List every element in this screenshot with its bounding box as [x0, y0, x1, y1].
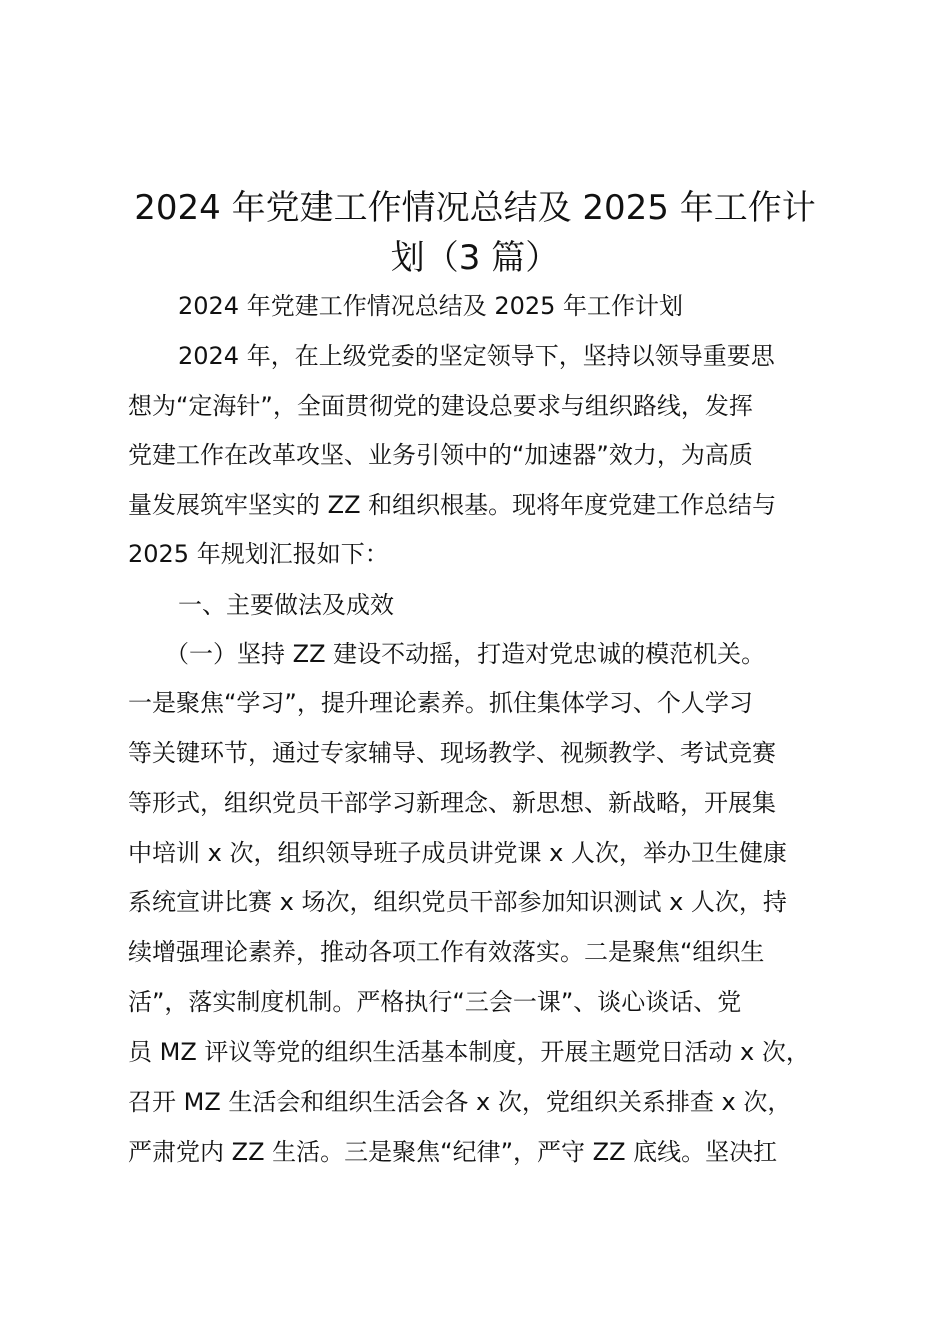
- body-line: 系统宣讲比赛 x 场次，组织党员干部参加知识测试 x 人次，持: [128, 888, 787, 916]
- body-line: 续增强理论素养，推动各项工作有效落实。二是聚焦“组织生: [128, 938, 765, 966]
- body-line: 召开 MZ 生活会和组织生活会各 x 次，党组织关系排查 x 次，: [128, 1088, 792, 1116]
- subsection-heading: （一）坚持 ZZ 建设不动摇，打造对党忠诚的模范机关。: [165, 640, 766, 668]
- document-title-line-1: 2024 年党建工作情况总结及 2025 年工作计: [134, 188, 816, 228]
- body-line: 员 MZ 评议等党的组织生活基本制度，开展主题党日活动 x 次，: [128, 1038, 810, 1066]
- body-line: 量发展筑牢坚实的 ZZ 和组织根基。现将年度党建工作总结与: [128, 491, 777, 519]
- body-line: 中培训 x 次，组织领导班子成员讲党课 x 人次，举办卫生健康: [128, 839, 787, 867]
- body-line: 等关键环节，通过专家辅导、现场教学、视频教学、考试竞赛: [128, 739, 776, 767]
- body-line: 2025 年规划汇报如下：: [128, 540, 389, 568]
- document-subtitle: 2024 年党建工作情况总结及 2025 年工作计划: [178, 292, 684, 320]
- body-line: 严肃党内 ZZ 生活。三是聚焦“纪律”，严守 ZZ 底线。坚决扛: [128, 1138, 778, 1166]
- body-line: 活”，落实制度机制。严格执行“三会一课”、谈心谈话、党: [128, 988, 742, 1016]
- body-line: 一是聚焦“学习”，提升理论素养。抓住集体学习、个人学习: [128, 689, 753, 717]
- body-line: 等形式，组织党员干部学习新理念、新思想、新战略，开展集: [128, 789, 776, 817]
- body-line: 2024 年，在上级党委的坚定领导下，坚持以领导重要思: [178, 342, 775, 370]
- body-line: 党建工作在改革攻坚、业务引领中的“加速器”效力，为高质: [128, 441, 753, 469]
- section-heading: 一、主要做法及成效: [178, 591, 394, 619]
- body-line: 想为“定海针”，全面贯彻党的建设总要求与组织路线，发挥: [128, 392, 753, 420]
- document-title-line-2: 划（3 篇）: [390, 238, 560, 278]
